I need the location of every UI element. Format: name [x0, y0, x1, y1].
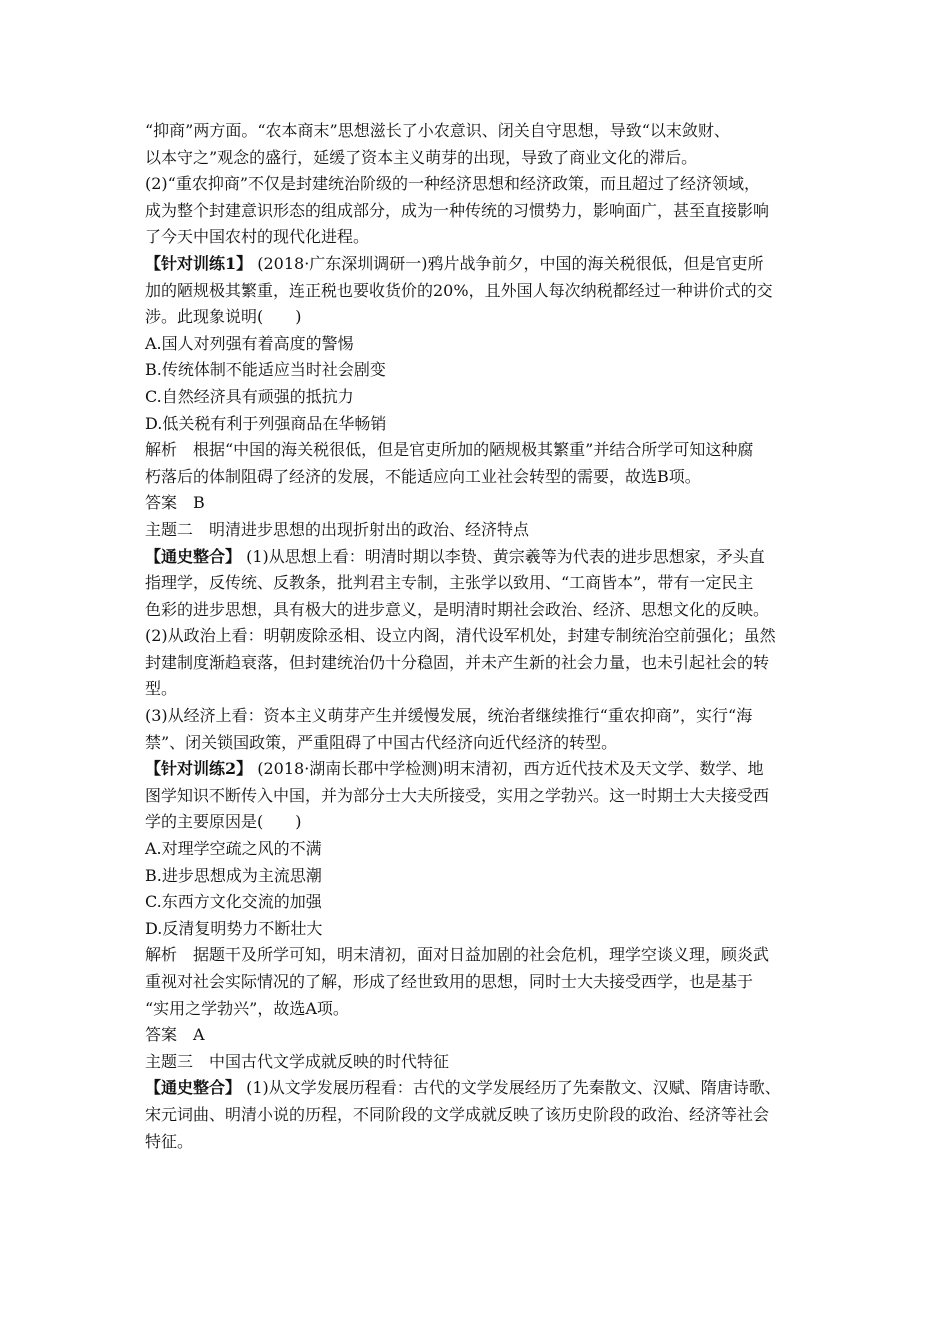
- exercise-1-heading: 【针对训练1】 (2018·广东深圳调研一)鸦片战争前夕，中国的海关税很低，但是官吏所: [145, 253, 764, 273]
- text-line: 特征。: [145, 1131, 194, 1151]
- text-line: 型。: [145, 679, 178, 699]
- analysis-text: 解析 据题干及所学可知，明末清初，面对日益加剧的社会危机，理学空谈义理，顾炎武: [145, 945, 770, 965]
- text-line: 指理学，反传统、反教条，批判君主专制，主张学以致用、“工商皆本”，带有一定民主: [145, 573, 754, 593]
- option-b: B.进步思想成为主流思潮: [145, 865, 322, 885]
- analysis-text: “实用之学勃兴”，故选A项。: [145, 998, 349, 1018]
- text-line: (2)从政治上看：明朝废除丞相、设立内阁，清代设军机处，封建专制统治空前强化；虽然: [145, 626, 776, 646]
- section-marker: 【针对训练1】: [145, 253, 253, 273]
- topic-heading: 主题二 明清进步思想的出现折射出的政治、经济特点: [145, 519, 530, 539]
- text-line: 禁”、闭关锁国政策，严重阻碍了中国古代经济向近代经济的转型。: [145, 732, 618, 752]
- integration-text: 【通史整合】 (1)从思想上看：明清时期以李贽、黄宗羲等为代表的进步思想家，矛头直: [145, 546, 765, 566]
- answer-text: 答案 A: [145, 1025, 205, 1045]
- option-b: B.传统体制不能适应当时社会剧变: [145, 360, 386, 380]
- document-page: [145, 118, 815, 1155]
- text-line: 学的主要原因是( ): [145, 812, 302, 832]
- text-line: 了今天中国农村的现代化进程。: [145, 227, 370, 247]
- text-line: (2)“重农抑商”不仅是封建统治阶级的一种经济思想和经济政策，而且超过了经济领域，: [145, 174, 761, 194]
- text-line: 加的陋规极其繁重，连正税也要收货价的20%，且外国人每次纳税都经过一种讲价式的交: [145, 280, 773, 300]
- analysis-text: 朽落后的体制阻碍了经济的发展，不能适应向工业社会转型的需要，故选B项。: [145, 466, 701, 486]
- analysis-text: 重视对社会实际情况的了解，形成了经世致用的思想，同时士大夫接受西学，也是基于: [145, 972, 754, 991]
- topic-heading: 主题三 中国古代文学成就反映的时代特征: [145, 1051, 450, 1071]
- analysis-text: 解析 根据“中国的海关税很低，但是官吏所加的陋规极其繁重”并结合所学可知这种腐: [145, 440, 754, 460]
- integration-text: 【通史整合】 (1)从文学发展历程看：古代的文学发展经历了先秦散文、汉赋、隋唐诗歌、: [145, 1078, 781, 1098]
- section-marker: 【针对训练2】: [145, 759, 253, 779]
- option-d: D.低关税有利于列强商品在华畅销: [145, 413, 387, 433]
- section-marker: 【通史整合】: [145, 1078, 242, 1098]
- section-marker: 【通史整合】: [145, 546, 242, 566]
- option-c: C.自然经济具有顽强的抵抗力: [145, 386, 354, 406]
- answer-text: 答案 B: [145, 493, 205, 513]
- exercise-2-heading: 【针对训练2】 (2018·湖南长郡中学检测)明末清初，西方近代技术及天文学、数学、地: [145, 759, 764, 779]
- option-a: A.对理学空疏之风的不满: [145, 839, 322, 859]
- text-line: 涉。此现象说明( ): [145, 307, 302, 327]
- text-line: 宋元词曲、明清小说的历程，不同阶段的文学成就反映了该历史阶段的政治、经济等社会: [145, 1104, 770, 1124]
- text-line: (3)从经济上看：资本主义萌芽产生并缓慢发展，统治者继续推行“重农抑商”，实行“海: [145, 706, 753, 726]
- option-a: A.国人对列强有着高度的警惕: [145, 333, 354, 353]
- text-line: 图学知识不断传入中国，并为部分士大夫所接受，实用之学勃兴。这一时期士大夫接受西: [145, 785, 770, 805]
- text-line: 封建制度渐趋衰落，但封建统治仍十分稳固，并未产生新的社会力量，也未引起社会的转: [145, 652, 770, 672]
- text-line: 色彩的进步思想，具有极大的进步意义，是明清时期社会政治、经济、思想文化的反映。: [145, 599, 770, 619]
- text-line: 以本守之”观念的盛行，延缓了资本主义萌芽的出现，导致了商业文化的滞后。: [145, 147, 698, 167]
- text-line: “抑商”两方面。“农本商末”思想滋长了小农意识、闭关自守思想，导致“以末敛财、: [145, 121, 730, 140]
- text-line: 成为整个封建意识形态的组成部分，成为一种传统的习惯势力，影响面广，甚至直接影响: [145, 200, 770, 220]
- option-d: D.反清复明势力不断壮大: [145, 918, 323, 938]
- option-c: C.东西方文化交流的加强: [145, 892, 322, 912]
